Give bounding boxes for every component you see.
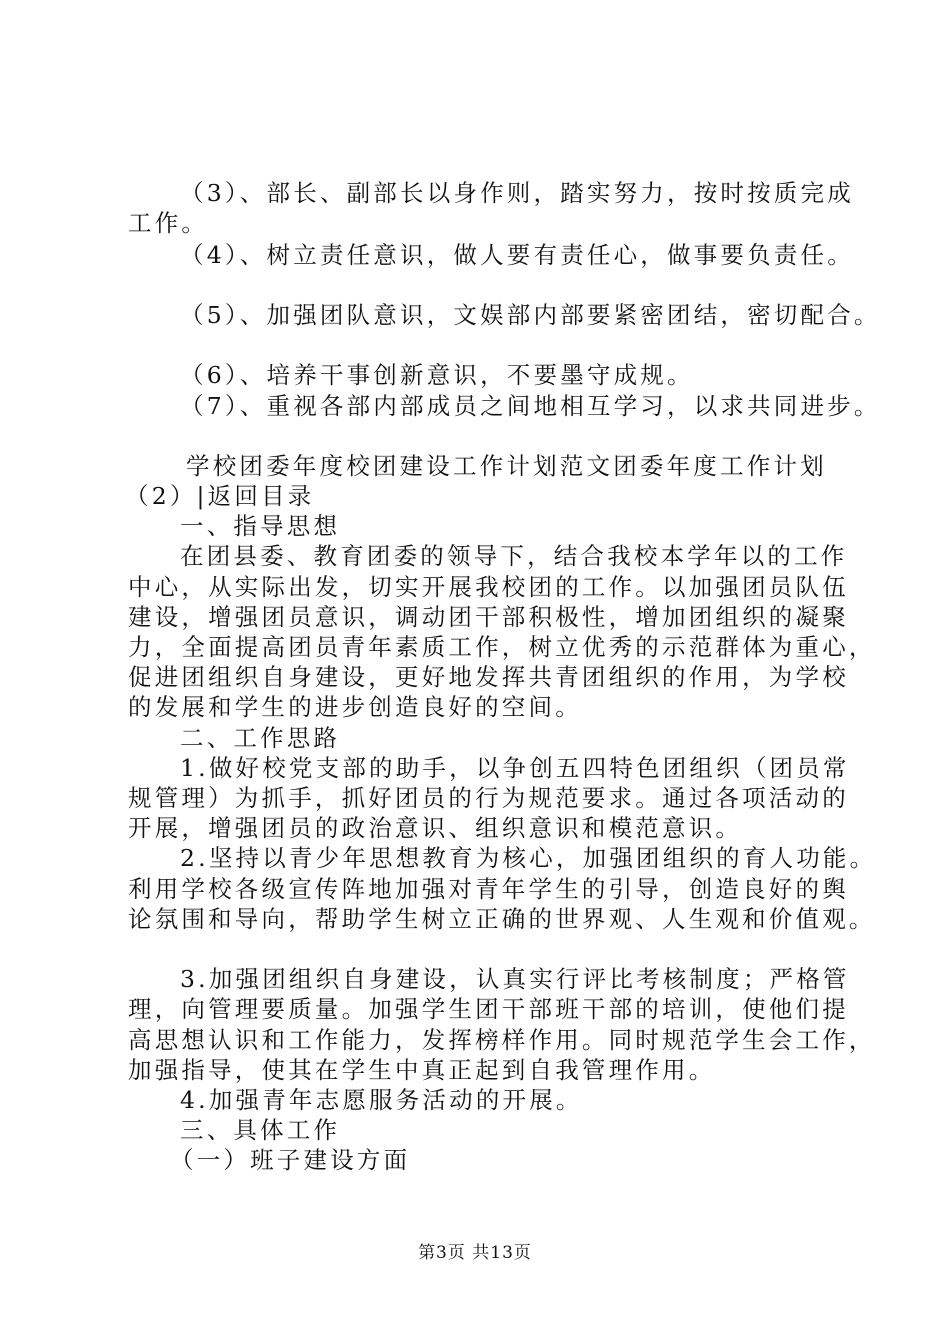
text-line: 力，全面提高团员青年素质工作，树立优秀的示范群体为重心， [128, 633, 876, 661]
text-line: 4.加强青年志愿服务活动的开展。 [180, 1086, 583, 1114]
text-line: 建设，增强团员意识，调动团干部积极性，增加团组织的凝聚 [128, 603, 849, 631]
page-number-footer: 第3页 共13页 [418, 1243, 532, 1263]
text-line: 开展，增强团员的政治意识、组织意识和模范意识。 [128, 814, 743, 842]
text-line: 加强指导，使其在学生中真正起到自我管理作用。 [128, 1056, 716, 1084]
text-line: 的发展和学生的进步创造良好的空间。 [128, 693, 582, 721]
text-line: （3）、部长、副部长以身作则，踏实努力，按时按质完成 [180, 179, 854, 207]
section-title-link[interactable]: （2）|返回目录 [125, 482, 315, 510]
heading: 三、具体工作 [180, 1116, 341, 1144]
text-line: （4）、树立责任意识，做人要有责任心，做事要负责任。 [180, 241, 854, 269]
text-line: 高思想认识和工作能力，发挥榜样作用。同时规范学生会工作， [128, 1026, 876, 1054]
text-line: 在团县委、教育团委的领导下，结合我校本学年以的工作 [180, 542, 848, 570]
heading: 二、工作思路 [180, 724, 341, 752]
text-line: 中心，从实际出发，切实开展我校团的工作。以加强团员队伍 [128, 573, 849, 601]
text-line: （7）、重视各部内部成员之间地相互学习，以求共同进步。 [180, 392, 881, 420]
text-line: 规管理）为抓手，抓好团员的行为规范要求。通过各项活动的 [128, 784, 849, 812]
text-line: 论氛围和导向，帮助学生树立正确的世界观、人生观和价值观。 [128, 905, 876, 933]
heading: （一）班子建设方面 [170, 1146, 411, 1174]
text-line: 促进团组织自身建设，更好地发挥共青团组织的作用，为学校 [128, 663, 849, 691]
text-line: 理，向管理要质量。加强学生团干部班干部的培训，使他们提 [128, 995, 849, 1023]
text-line: （5）、加强团队意识，文娱部内部要紧密团结，密切配合。 [180, 301, 881, 329]
text-line: 工作。 [128, 209, 209, 237]
text-line: 2.坚持以青少年思想教育为核心，加强团组织的育人功能。 [180, 844, 877, 872]
text-line: 1.做好校党支部的助手，以争创五四特色团组织（团员常 [180, 754, 850, 782]
text-line: 利用学校各级宣传阵地加强对青年学生的引导，创造良好的舆 [128, 875, 849, 903]
section-title: 学校团委年度校团建设工作计划范文团委年度工作计划 [186, 452, 827, 480]
text-line: 3.加强团组织自身建设，认真实行评比考核制度；严格管 [180, 965, 850, 993]
text-line: （6）、培养干事创新意识，不要墨守成规。 [180, 361, 694, 389]
heading: 一、指导思想 [180, 512, 341, 540]
